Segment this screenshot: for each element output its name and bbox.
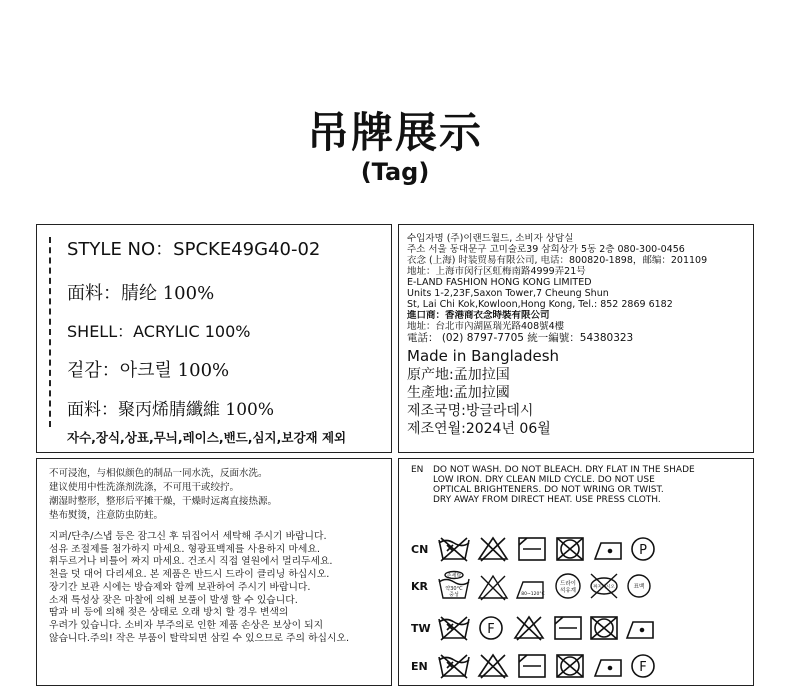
do-not-bleach-icon bbox=[479, 655, 507, 678]
importer-line: 衣念 (上海) 时装贸易有限公司, 电话：800820-1898，邮编：201109 bbox=[407, 255, 708, 266]
do-not-bleach-icon bbox=[479, 538, 507, 561]
kr-symbol-label: 석유계 bbox=[560, 588, 576, 594]
importer-line: 주소 서울 동대문구 고미술로39 삼희상가 5동 2층 080-300-0456 bbox=[407, 244, 685, 255]
care-symbols-cn bbox=[437, 535, 657, 563]
care-symbols-tw bbox=[437, 614, 657, 642]
origin-line: 原产地:孟加拉国 bbox=[407, 367, 510, 383]
care-row-en bbox=[411, 652, 657, 680]
care-line-kr: 땀과 비 등에 의해 젖은 상태로 오래 방치 할 경우 변색의 bbox=[49, 607, 289, 619]
kr-symbol-label: 손세탁 bbox=[446, 573, 462, 579]
care-line-kr: 섬유 조절제를 첨가하지 마세요. 형광표백제를 사용하지 마세요. bbox=[49, 543, 320, 555]
do-not-bleach-icon bbox=[479, 576, 507, 600]
dashed-cut-line bbox=[49, 237, 51, 427]
dry-flat-shade-icon bbox=[519, 538, 545, 560]
origin-line: 제조국명:방글라데시 bbox=[407, 403, 534, 419]
fabric-composition-tag bbox=[36, 224, 392, 453]
do-not-tumble-dry-icon bbox=[557, 655, 583, 677]
care-row-cn bbox=[411, 535, 657, 563]
do-not-bleach-icon bbox=[515, 617, 543, 640]
origin-line: Made in Bangladesh bbox=[407, 347, 560, 365]
care-line-cn: 潮湿时整形，整形后平摊干燥，干燥时远离直接热源。 bbox=[49, 496, 278, 507]
importer-line: E-LAND FASHION HONG KONG LIMITED bbox=[407, 277, 592, 288]
dry-flat-shade-icon bbox=[519, 655, 545, 677]
kr-symbol-label: 짜지마시오 bbox=[593, 585, 615, 590]
en-note-line: LOW IRON. DRY CLEAN MILD CYCLE. DO NOT USE bbox=[433, 475, 655, 485]
do-not-wash-icon bbox=[439, 617, 469, 640]
low-iron-icon bbox=[627, 622, 653, 638]
do-not-wash-icon bbox=[439, 538, 469, 561]
accessories-note: 자수,장식,상표,무늬,레이스,밴드,심지,보강재 제외 bbox=[67, 430, 347, 445]
importer-line: 수입자명 (주)이랜드월드, 소비자 상담실 bbox=[407, 233, 574, 244]
importer-line: 進口商：香港商衣念時裝有限公司 bbox=[407, 310, 550, 321]
low-iron-icon bbox=[595, 660, 621, 676]
en-note-line: DO NOT WASH. DO NOT BLEACH. DRY FLAT IN THE SHADE bbox=[433, 465, 695, 475]
origin-line: 제조연월:2024년 06월 bbox=[407, 421, 551, 437]
importer-line: Units 1-2,23F,Saxon Tower,7 Cheung Shun bbox=[407, 288, 609, 299]
importer-line: 電話： (02) 8797-7705 統一編號：54380323 bbox=[407, 332, 634, 344]
care-row-code: TW bbox=[411, 621, 431, 635]
low-iron-icon bbox=[595, 543, 621, 559]
page-title: 吊牌展示 bbox=[306, 108, 483, 157]
care-line-kr: 장기간 보관 시에는 방습제와 함께 보관하여 주시기 바랍니다. bbox=[49, 581, 311, 593]
do-not-tumble-dry-icon bbox=[591, 617, 617, 639]
dry-clean-letter: F bbox=[487, 622, 495, 637]
fabric-shell: SHELL：ACRYLIC 100% bbox=[67, 322, 251, 341]
care-line-kr: 소재 특성상 잦은 마찰에 의해 보풀이 발생 할 수 있습니다. bbox=[49, 594, 298, 606]
care-row-code: EN bbox=[411, 659, 428, 673]
care-line-kr: 천을 덧 대어 다리세요. 본 제품은 반드시 드라이 클리닝 하십시오. bbox=[49, 569, 330, 581]
style-number: STYLE NO：SPCKE49G40-02 bbox=[67, 239, 321, 260]
care-row-kr bbox=[411, 572, 657, 600]
page-subtitle: (Tag) bbox=[360, 158, 430, 186]
care-symbols-tag bbox=[398, 458, 754, 686]
care-symbols-kr bbox=[437, 570, 657, 602]
kr-symbol-label: 80~120°C bbox=[521, 592, 545, 597]
care-line-kr: 휘두르거나 비틀어 짜지 마세요. 건조시 직접 열원에서 멀리두세요. bbox=[49, 556, 333, 568]
care-line-kr: 우려가 있습니다. 소비자 부주의로 인한 제품 손상은 보상이 되지 bbox=[49, 619, 324, 631]
care-line-cn: 不可浸泡，与相似颜色的制品一同水洗，反面水洗。 bbox=[49, 468, 268, 479]
care-row-code: KR bbox=[411, 579, 428, 593]
care-line-kr: 지퍼/단추/스냅 등은 잠그신 후 뒤집어서 세탁해 주시기 바랍니다. bbox=[49, 531, 327, 542]
care-row-tw bbox=[411, 614, 657, 642]
importer-line: St, Lai Chi Kok,Kowloon,Hong Kong, Tel.: 852 2869 6182 bbox=[407, 299, 673, 310]
do-not-tumble-dry-icon bbox=[557, 538, 583, 560]
origin-line: 生產地:孟加拉國 bbox=[407, 385, 510, 401]
kr-symbol-label: 드라이 bbox=[560, 581, 576, 587]
en-note-line: OPTICAL BRIGHTENERS. DO NOT WRING OR TWIST. bbox=[433, 485, 664, 495]
care-line-cn: 垫布熨烫，注意防虫防蛀。 bbox=[49, 510, 164, 521]
care-line-kr: 않습니다.주의! 작은 부품이 탈락되면 삼킬 수 있으므로 주의 하십시오. bbox=[49, 632, 350, 644]
fabric-tw: 面料：聚丙烯腈纖維 100% bbox=[67, 400, 275, 420]
kr-symbol-label: 표백 bbox=[633, 584, 645, 590]
care-instructions-tag bbox=[36, 458, 392, 686]
importer-line: 地址：上海市闵行区虹梅南路4999弄21号 bbox=[407, 266, 586, 277]
kr-symbol-label: 중성 bbox=[449, 592, 459, 598]
dry-clean-letter: F bbox=[639, 660, 647, 675]
fabric-kr: 겉감：아크릴 100% bbox=[67, 360, 230, 381]
do-not-wash-icon bbox=[439, 655, 469, 678]
care-symbols-en bbox=[437, 652, 657, 680]
dry-flat-shade-icon bbox=[555, 617, 581, 639]
dry-clean-letter: P bbox=[639, 543, 647, 558]
care-line-cn: 建议使用中性洗涤剂洗涤，不可甩干或绞拧。 bbox=[49, 482, 240, 493]
en-note-line: DRY AWAY FROM DIRECT HEAT. USE PRESS CLOTH. bbox=[433, 495, 661, 505]
en-note-label: EN bbox=[411, 465, 424, 475]
care-row-code: CN bbox=[411, 542, 429, 556]
importer-line: 地址：台北市內湖區瑞光路408號4樓 bbox=[407, 321, 565, 332]
fabric-cn: 面料：腈纶 100% bbox=[67, 283, 215, 304]
kr-symbol-label: 약30°C bbox=[445, 586, 463, 592]
importer-info-tag bbox=[398, 224, 754, 453]
